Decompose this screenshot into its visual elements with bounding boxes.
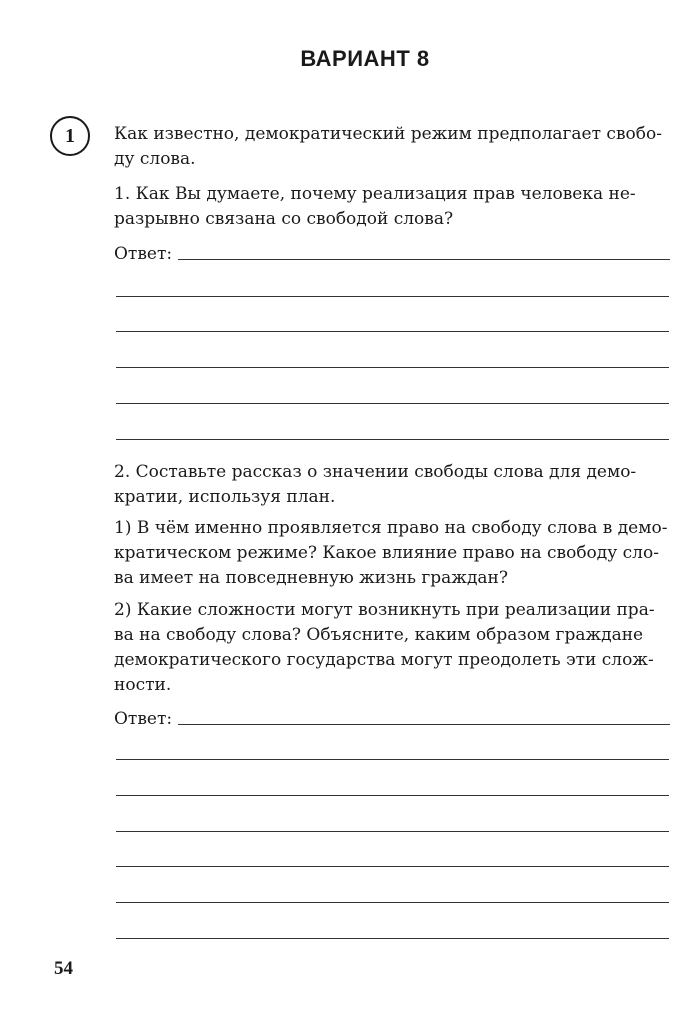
answer-2-label: Ответ:: [114, 709, 173, 729]
answer-2-line-0[interactable]: [178, 724, 670, 725]
answer-2-line-5[interactable]: [116, 902, 669, 903]
answer-2-line-2[interactable]: [116, 795, 669, 796]
question-2-line-2: кратии, используя план.: [114, 487, 336, 507]
question-2-text: [114, 460, 670, 510]
question-number-badge: [50, 116, 90, 156]
question-2-line-1: 2. Составьте рассказ о значении свободы слова для демо-: [114, 462, 637, 482]
answer-2-first-line[interactable]: [114, 703, 670, 729]
answer-2-line-3[interactable]: [116, 831, 669, 832]
intro-text: [114, 122, 670, 172]
plan-item-2-line-1: 2) Какие сложности могут возникнуть при реализации пра-: [114, 600, 655, 620]
intro-line-1: Как известно, демократический режим предполагает свобо-: [114, 124, 662, 144]
plan-item-1-line-3: ва имеет на повседневную жизнь граждан?: [114, 568, 508, 588]
plan-item-1: [114, 516, 670, 591]
answer-1-label: Ответ:: [114, 244, 173, 264]
page-title: ВАРИАНТ 8: [300, 46, 430, 71]
answer-2-line-4[interactable]: [116, 866, 669, 867]
answer-1-line-0[interactable]: [178, 259, 670, 260]
answer-1-line-4[interactable]: [116, 403, 669, 404]
plan-item-2-line-2: ва на свободу слова? Объясните, каким образом граждане: [114, 625, 644, 645]
answer-1-line-5[interactable]: [116, 439, 669, 440]
plan-item-2: [114, 598, 670, 698]
intro-line-2: ду слова.: [114, 149, 196, 169]
answer-2-line-6[interactable]: [116, 938, 669, 939]
plan-item-1-line-2: кратическом режиме? Какое влияние право на свободу сло-: [114, 543, 659, 563]
plan-item-1-line-1: 1) В чём именно проявляется право на свободу слова в демо-: [114, 518, 668, 538]
question-number: 1: [65, 124, 75, 147]
question-1-line-2: разрывно связана со свободой слова?: [114, 209, 454, 229]
question-1-text: [114, 182, 670, 232]
answer-1-first-line[interactable]: [114, 238, 670, 264]
plan-item-2-line-4: ности.: [114, 675, 172, 695]
page-number: 54: [54, 958, 73, 979]
answer-1-line-3[interactable]: [116, 367, 669, 368]
answer-2-line-1[interactable]: [116, 759, 669, 760]
question-1-line-1: 1. Как Вы думаете, почему реализация прав человека не-: [114, 184, 636, 204]
answer-1-line-2[interactable]: [116, 331, 669, 332]
answer-1-line-1[interactable]: [116, 296, 669, 297]
plan-item-2-line-3: демократического государства могут преодолеть эти слож-: [114, 650, 654, 670]
